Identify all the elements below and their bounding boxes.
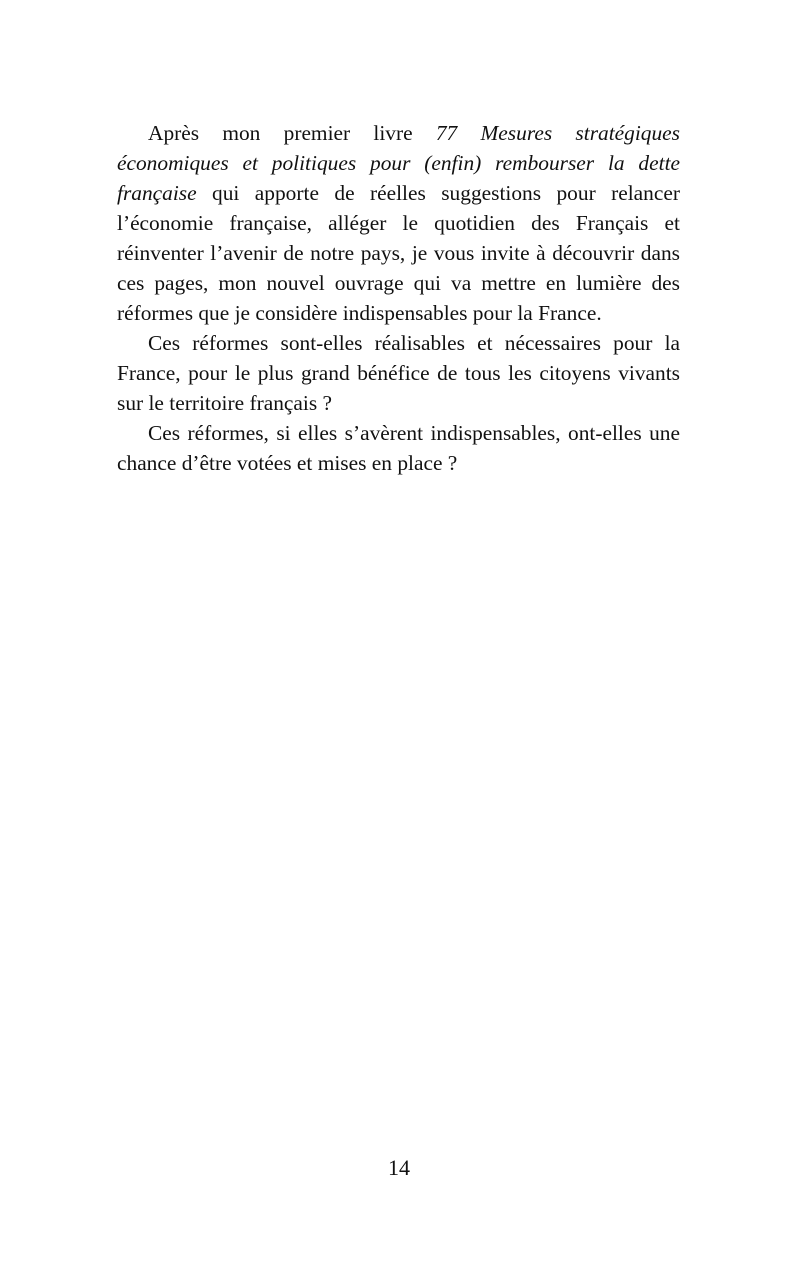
page-number: 14 bbox=[388, 1155, 410, 1180]
body-text bbox=[117, 118, 680, 478]
book-title: 77 Mesures stratégiques économiques et politiques pour (enfin) rembourser la dette française bbox=[117, 121, 680, 205]
paragraph-intro-rest: qui apporte de réelles suggestions pour relancer l’économie française, alléger le quotidien des Français et réinventer l’avenir de notre pays, je vous invite à découvrir dans ces pages, mon nouvel ouvrage qui va mettre en lumière des réformes que je considère indispensables pour la France. bbox=[117, 181, 680, 325]
paragraph-question-2: Ces réformes, si elles s’avèrent indispensables, ont-elles une chance d’être votées et mises en place ? bbox=[117, 421, 680, 475]
paragraph-intro bbox=[117, 118, 680, 328]
paragraph-question-1: Ces réformes sont-elles réalisables et nécessaires pour la France, pour le plus grand bénéfice de tous les citoyens vivants sur le territoire français ? bbox=[117, 331, 680, 415]
paragraph-intro-lead: Après mon premier livre bbox=[148, 121, 436, 145]
